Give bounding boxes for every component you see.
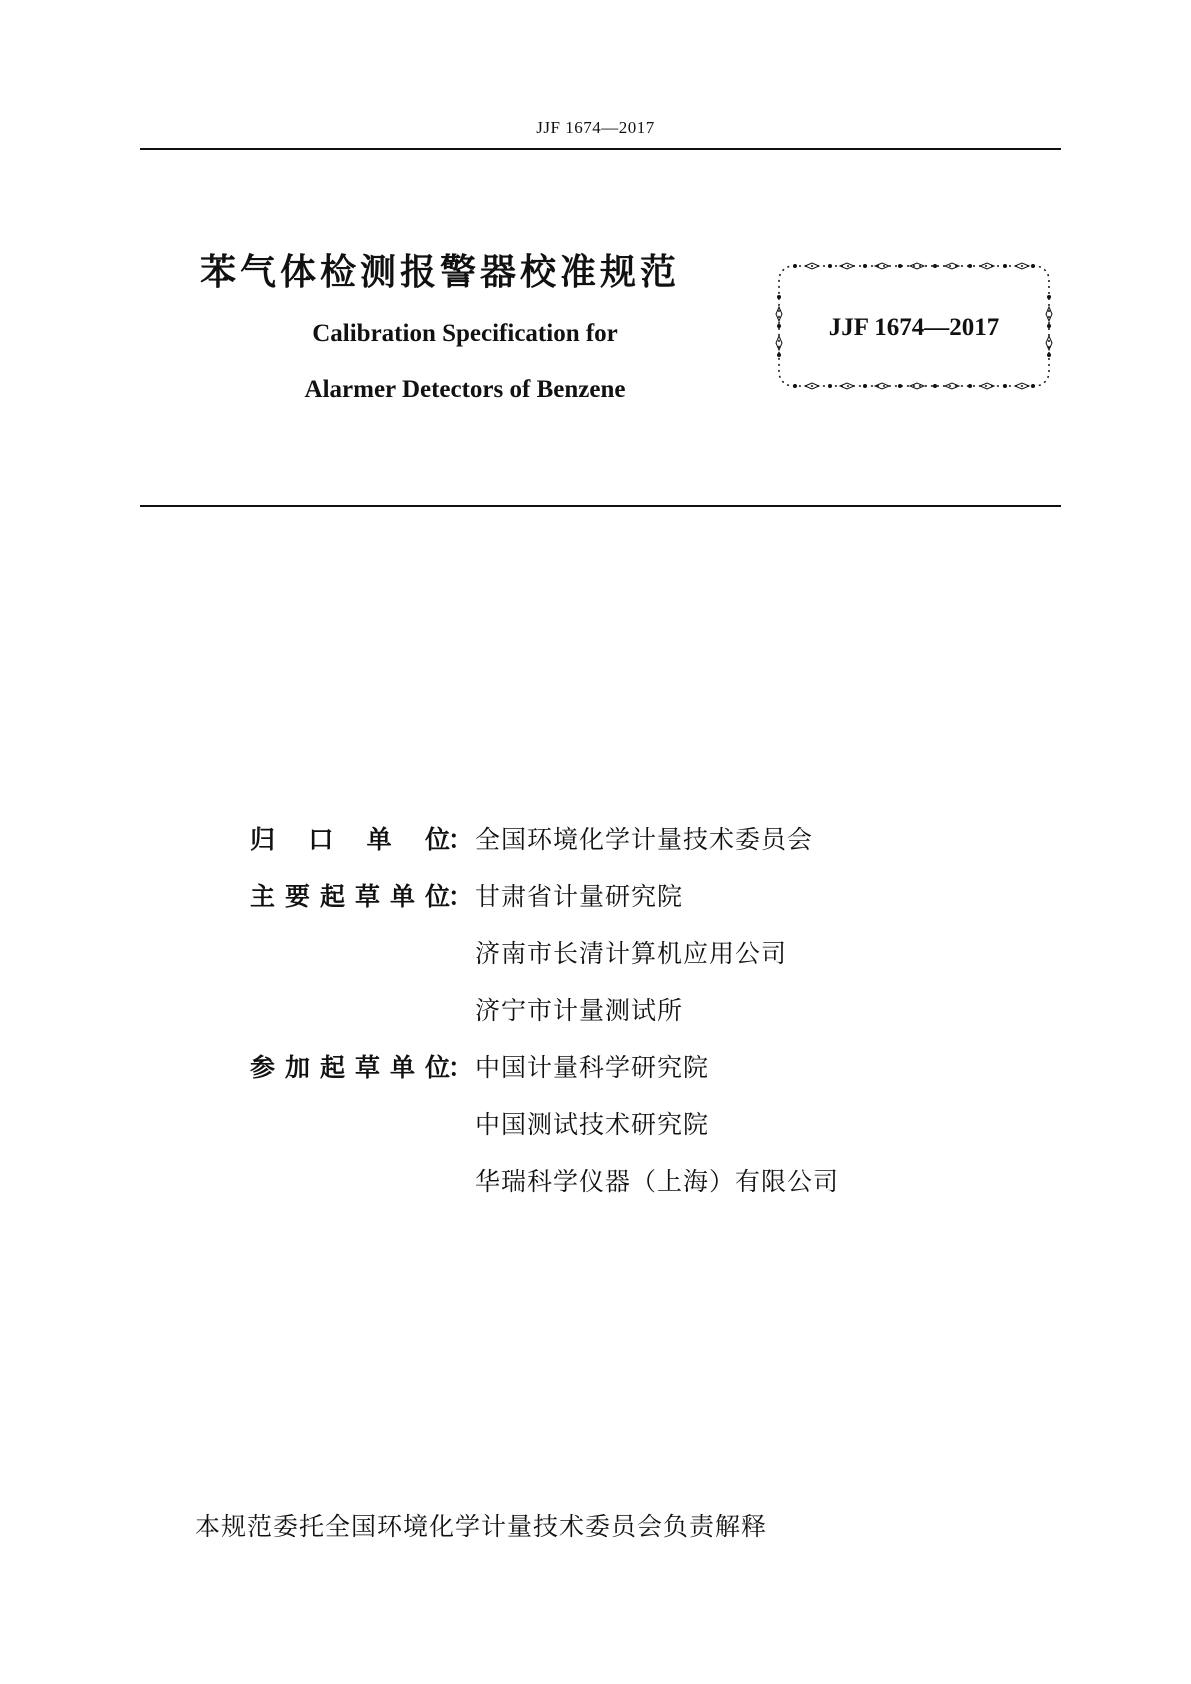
top-divider [140,148,1061,150]
unit-value: 中国计量科学研究院 [475,1053,710,1082]
unit-row [250,1162,950,1219]
document-title-english-line-1: Calibration Specification for [312,320,618,347]
unit-value: 济南市长清计算机应用公司 [475,939,788,968]
unit-value: 全国环境化学计量技术委员会 [475,825,814,854]
interpretation-note: 本规范委托全国环境化学计量技术委员会负责解释 [195,1512,768,1541]
unit-row [250,991,950,1048]
specification-code-box [775,262,1053,390]
unit-value: 中国测试技术研究院 [475,1110,710,1139]
unit-row [250,1105,950,1162]
unit-colon: ： [448,825,474,854]
drafting-units-list [250,820,950,1219]
unit-colon: ： [448,882,474,911]
unit-colon: ： [448,1053,474,1082]
unit-row [250,877,950,934]
unit-value: 甘肃省计量研究院 [475,882,684,911]
unit-row [250,1048,950,1105]
unit-label: 归口单位 [250,825,450,854]
unit-row [250,934,950,991]
unit-value: 济宁市计量测试所 [475,996,684,1025]
specification-code: JJF 1674—2017 [828,314,1000,341]
unit-label: 参加起草单位 [250,1053,450,1082]
unit-label: 主要起草单位 [250,882,450,911]
unit-row [250,820,950,877]
document-title-english-line-2: Alarmer Detectors of Benzene [304,376,626,403]
unit-value: 华瑞科学仪器（上海）有限公司 [475,1167,840,1196]
middle-divider [140,505,1061,507]
running-header-code: JJF 1674—2017 [536,118,655,137]
document-title-chinese: 苯气体检测报警器校准规范 [200,252,681,293]
